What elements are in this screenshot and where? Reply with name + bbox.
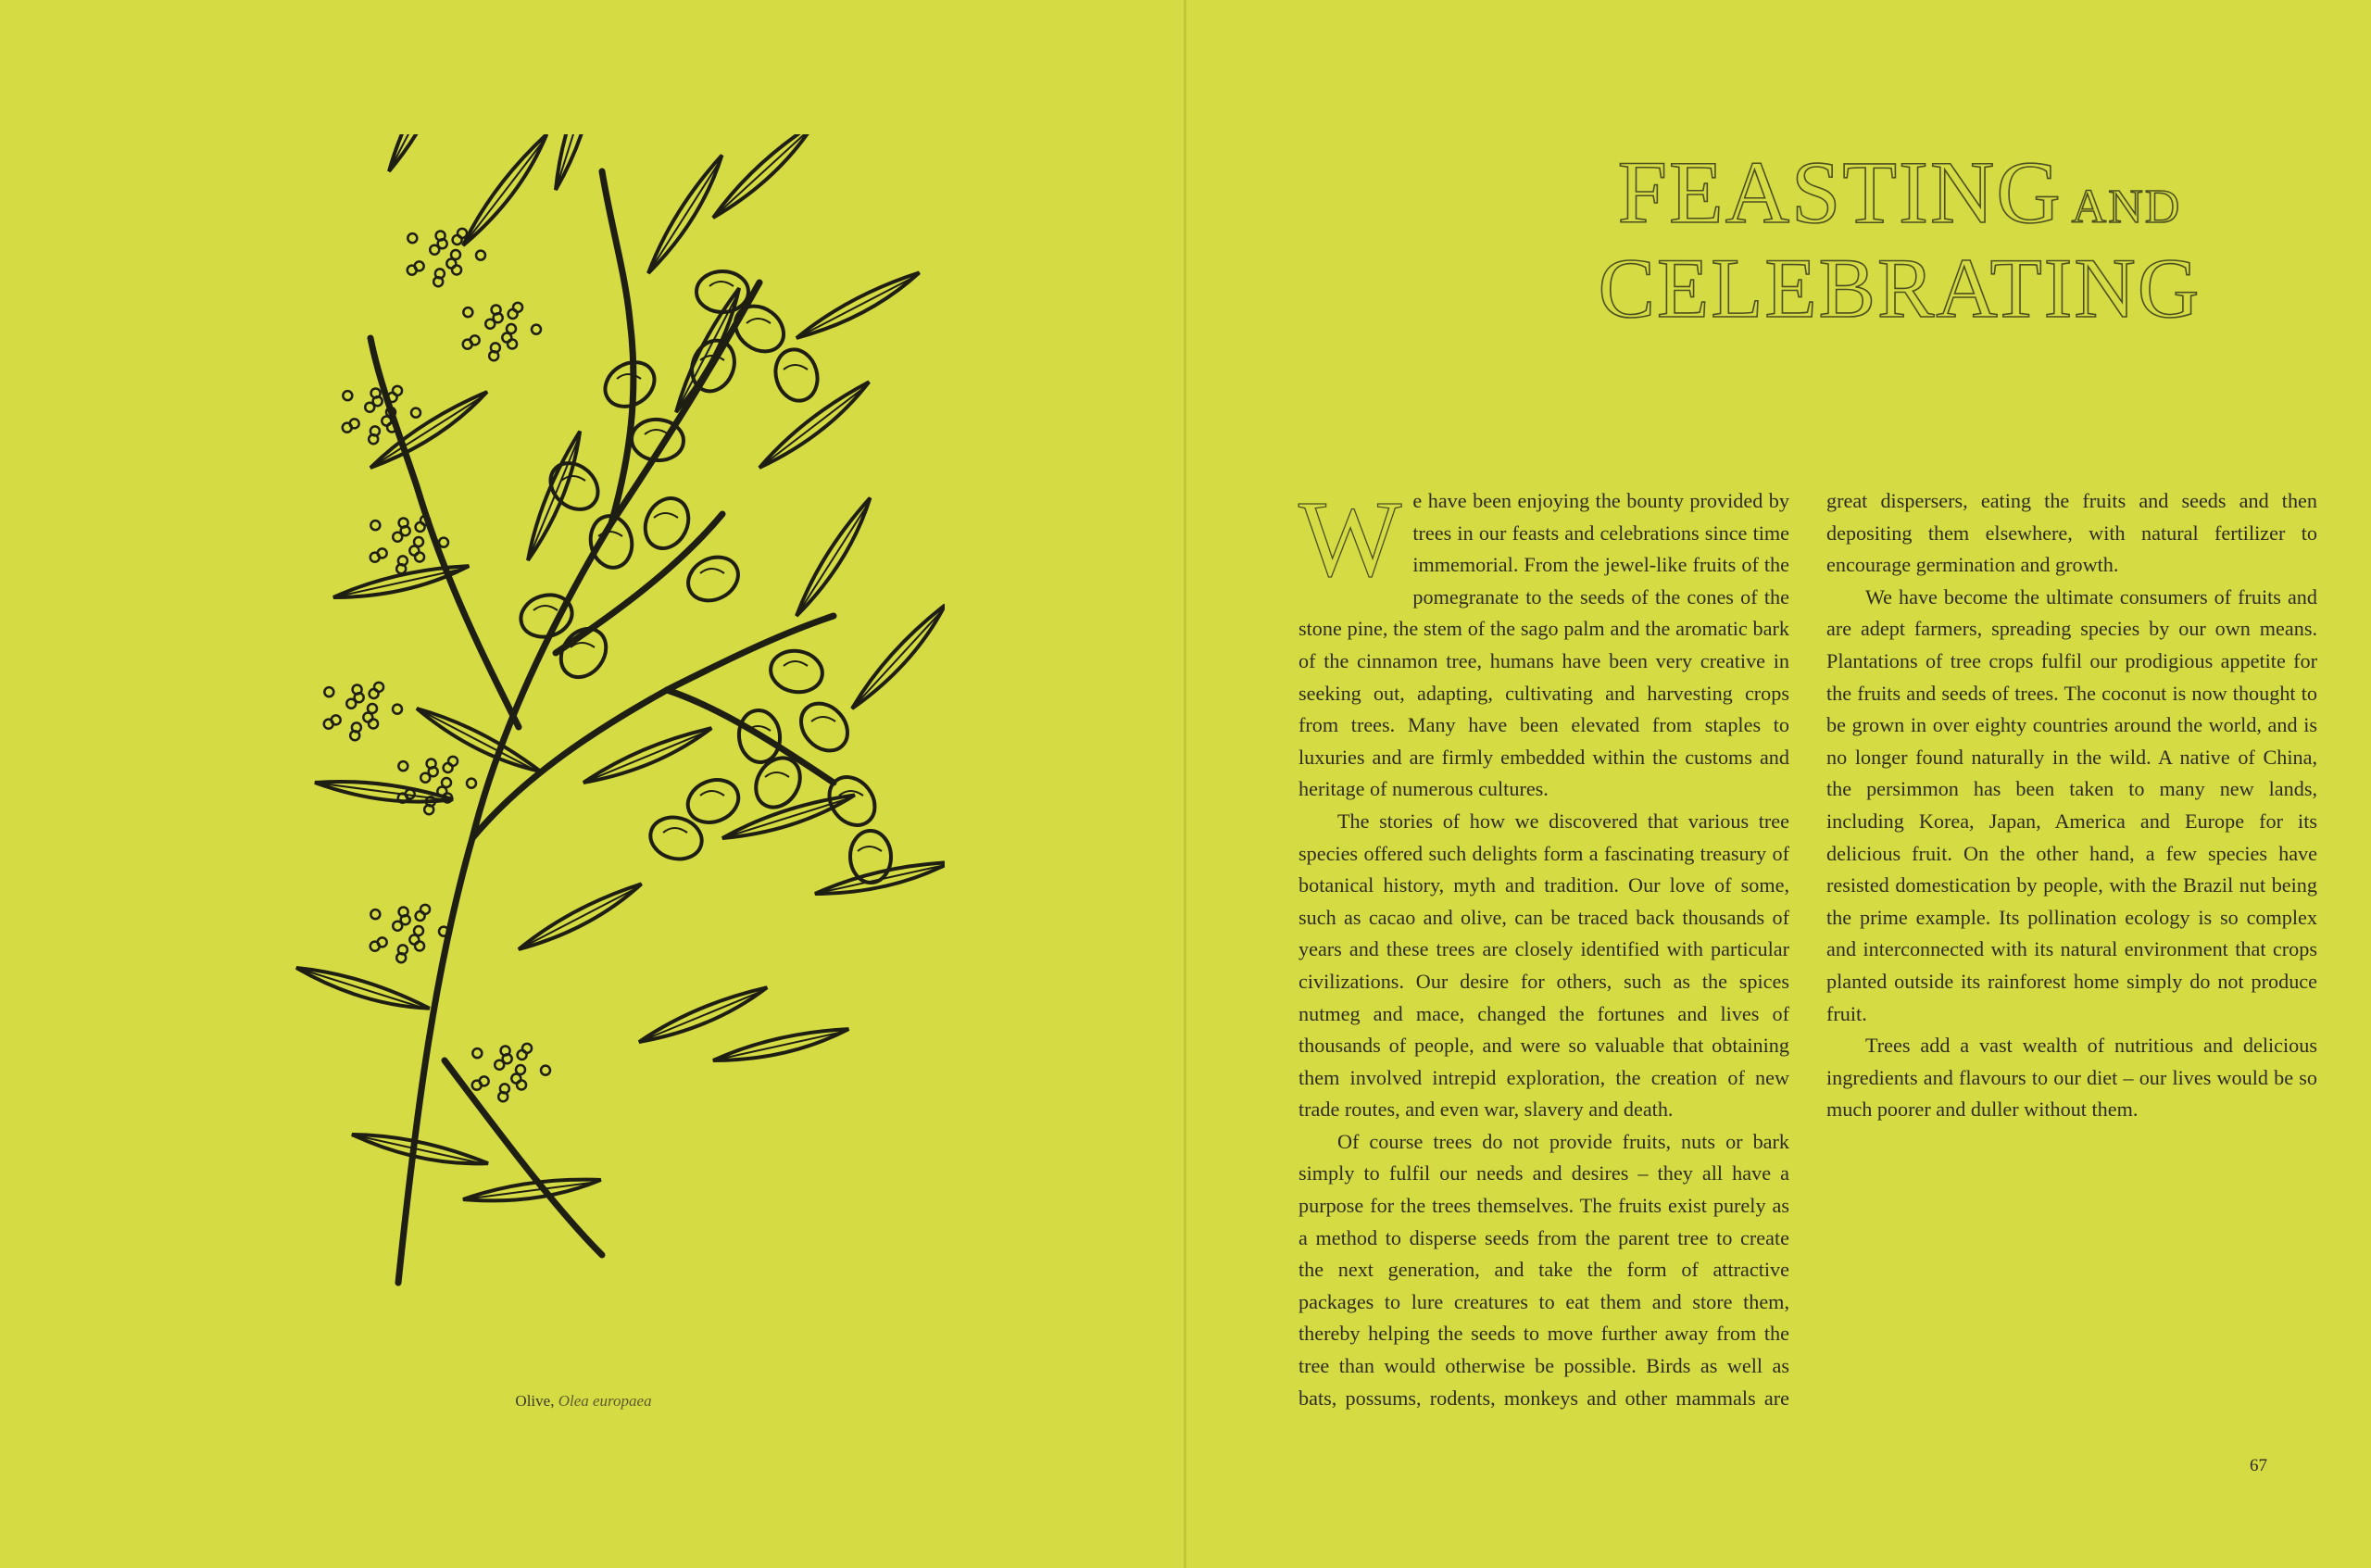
title-word-and: AND (2071, 181, 2182, 233)
page-number: 67 (2250, 1456, 2267, 1475)
caption-common-name: Olive, (515, 1392, 558, 1410)
olive-branch-icon (278, 134, 945, 1301)
olive-branch-illustration (278, 134, 945, 1301)
body-paragraph-1 (1298, 478, 1789, 806)
body-text-columns (1298, 478, 2317, 1430)
caption-latin-name: Olea europaea (558, 1392, 652, 1410)
left-page (0, 0, 1184, 1568)
body-paragraph-3: Of course trees do not provide fruits, nuts or bark simply to fulfil our needs and desires – they all have a purpose for the trees themselves. The fruits exist purely as a method to disperse seeds from the parent tree to create the next generation, and take the form of attractive packages to lure creatures to eat them and store them, thereby helping the seeds to move further away from the tree than would otherwise be possible. Birds as well as bats, possums, rodents, monkeys and other mammals are great dispersers, eating the fruits and seeds and then depositing them elsewhere, with natural fertilizer to encourage germination and growth. (1298, 489, 2317, 1410)
title-word-celebrating: CELEBRATING (1598, 241, 2202, 335)
body-paragraph-2: The stories of how we discovered that various tree species offered such delights form a fascinating treasury of botanical history, myth and tradition. Our love of some, such as cacao and olive, can be traced back thousands of years and these trees are closely identified with particular civilizations. Our desire for others, such as the spices nutmeg and mace, changed the fortunes and lives of thousands of people, and were so valuable that obtaining them involved intrepid exploration, the creation of new trade routes, and even war, slavery and death. (1298, 809, 1789, 1122)
body-paragraph-5: Trees add a vast wealth of nutritious and delicious ingredients and flavours to our diet – our lives would be so much poorer and duller without them. (1826, 1034, 2317, 1122)
body-paragraph-4: We have become the ultimate consumers of fruits and are adept farmers, spreading species by our own means. Plantations of tree crops fulfil our prodigious appetite for the fruits and seeds of trees. The coconut is now thought to be grown in over eighty countries around the world, and is no longer found naturally in the wild. A native of China, the persimmon has been taken to many new lands, including Korea, Japan, America and Europe for its delicious fruit. On the other hand, a few species have resisted domestication by people, with the Brazil nut being the prime example. Its pollination ecology is so complex and interconnected with its natural environment that crops planted outside its rainforest home simply do not produce fruit. (1826, 584, 2317, 1025)
right-page (1186, 0, 2371, 1568)
paragraph-1-text: e have been enjoying the bounty provided by trees in our feasts and celebrations since time immemorial. From the jewel-like fruits of the pomegranate to the seeds of the cones of the stone pine, the stem of the sago palm and the aromatic bark of the cinnamon tree, humans have been very creative in seeking out, adapting, cultivating and harvesting crops from trees. Many have been elevated from staples to luxuries and are firmly embedded within the customs and heritage of numerous cultures. (1298, 489, 1789, 801)
chapter-title-line-1 (1436, 143, 2363, 242)
drop-cap: W (1298, 478, 1402, 599)
chapter-title-line-2 (1436, 241, 2363, 335)
title-word-feasting: FEASTING (1617, 143, 2063, 242)
figure-caption (352, 1392, 815, 1411)
